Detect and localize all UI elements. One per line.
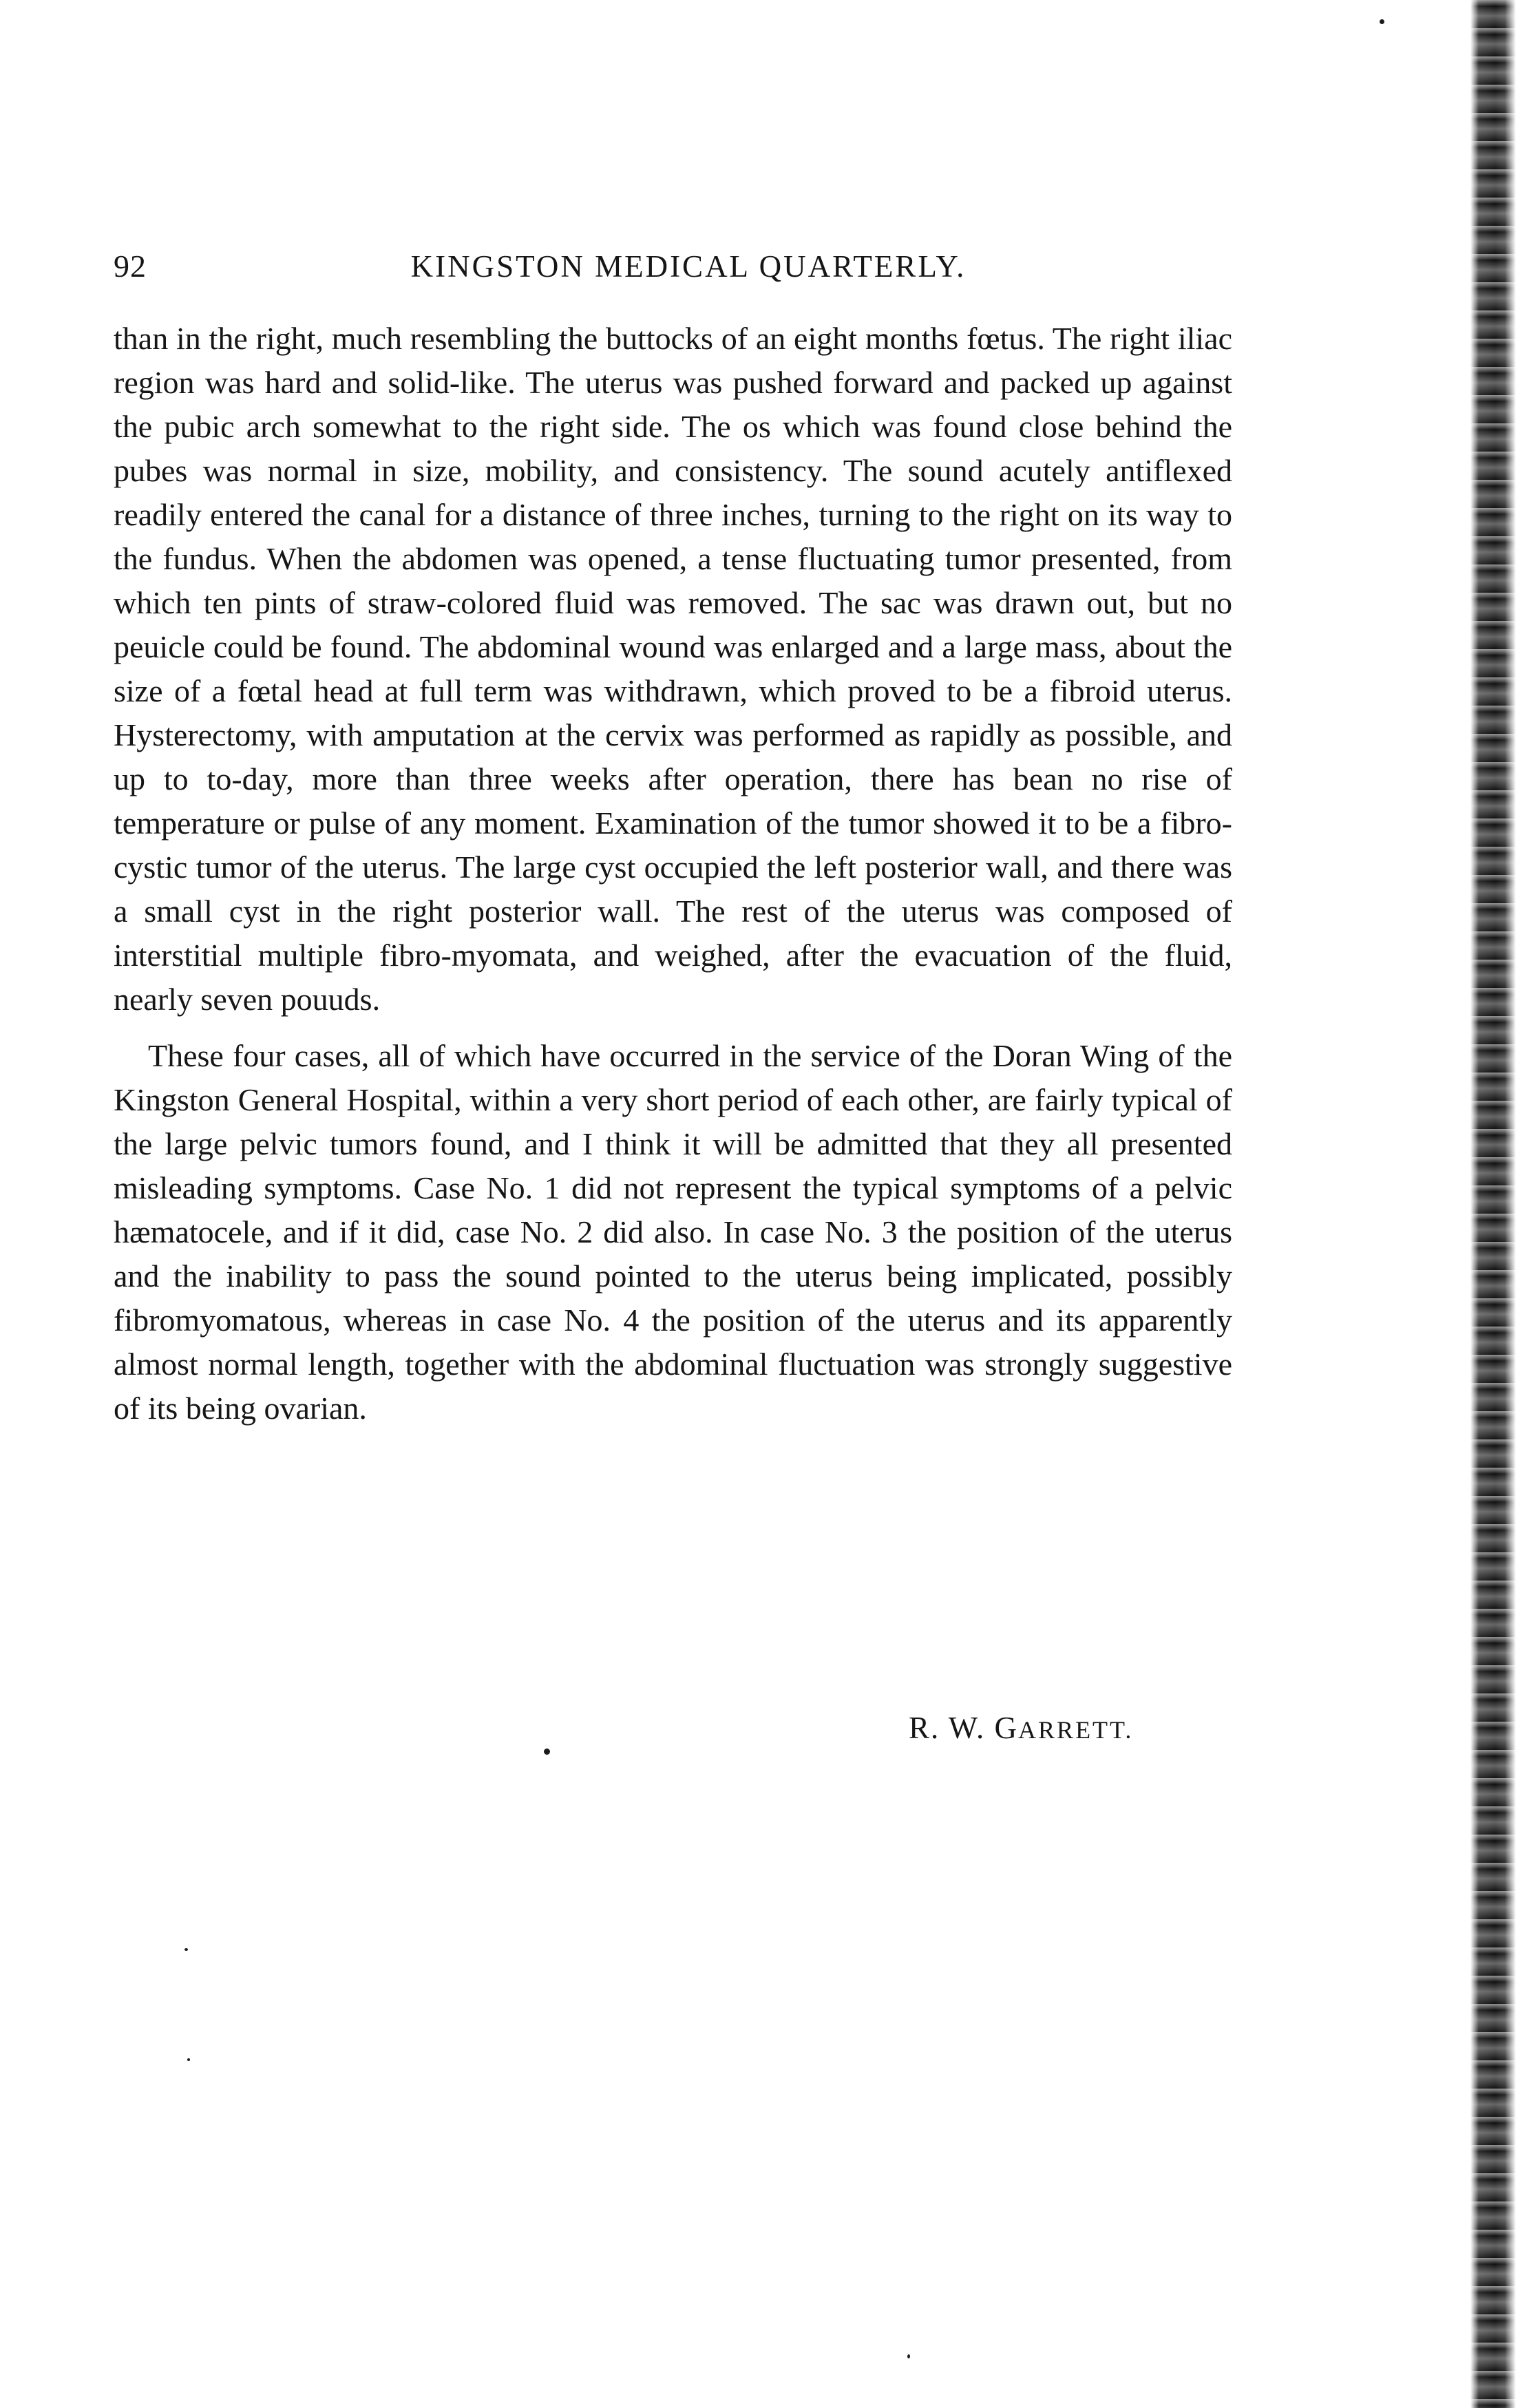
scan-edge-texture: [1454, 0, 1520, 2408]
ink-speck: [187, 2058, 190, 2061]
page-header: [114, 242, 1229, 291]
running-head: KINGSTON MEDICAL QUARTERLY.: [410, 249, 967, 284]
ink-speck: [907, 2354, 910, 2358]
ink-speck: [1380, 19, 1384, 24]
ink-speck: [184, 1948, 188, 1951]
signature-surname: ARRETT.: [1018, 1716, 1134, 1744]
page-number: 92: [114, 249, 147, 284]
ink-speck: [544, 1749, 550, 1755]
paragraph-1: than in the right, much resembling the buttocks of an eight months fœtus. The right iliac region was hard and solid-like. The uterus was pushed forward and packed up against the pubic arch somewhat to the right side. The os which was found close behind the pubes was normal in size, mobility, and consistency. The sound acutely antiflexed readily entered the canal for a distance of three inches, turning to the right on its way to the fundus. When the abdomen was opened, a tense fluctuating tumor presented, from which ten pints of straw-colored fluid was removed. The sac was drawn out, but no peuicle could be found. The abdominal wound was enlarged and a large mass, about the size of a fœtal head at full term was withdrawn, which proved to be a fibroid uterus. Hysterectomy, with amputation at the cervix was performed as rapidly as possible, and up to to-day, more than three weeks after operation, there has bean no rise of temperature or pulse of any moment. Examination of the tumor showed it to be a fibro-cystic tumor of the uterus. The large cyst occupied the left posterior wall, and there was a small cyst in the right posterior wall. The rest of the uterus was composed of interstitial multiple fibro-myomata, and weighed, after the evacuation of the fluid, nearly seven pouuds.: [114, 321, 1232, 1017]
body-text: [114, 317, 1232, 1430]
paragraph-2: These four cases, all of which have occurred in the service of the Doran Wing of the Kingston General Hospital, within a very short period of each other, are fairly typical of the large pelvic tumors found, and I think it will be admitted that they all presented misleading symptoms. Case No. 1 did not represent the typical symptoms of a pelvic hæmatocele, and if it did, case No. 2 did also. In case No. 3 the position of the uterus and the inability to pass the sound pointed to the uterus being implicated, possibly fibromyomatous, whereas in case No. 4 the position of the uterus and its apparently almost normal length, together with the abdominal fluctuation was strongly suggestive of its being ovarian.: [114, 1038, 1232, 1426]
author-signature: [909, 1706, 1133, 1752]
signature-initials: R. W. G: [909, 1711, 1019, 1745]
